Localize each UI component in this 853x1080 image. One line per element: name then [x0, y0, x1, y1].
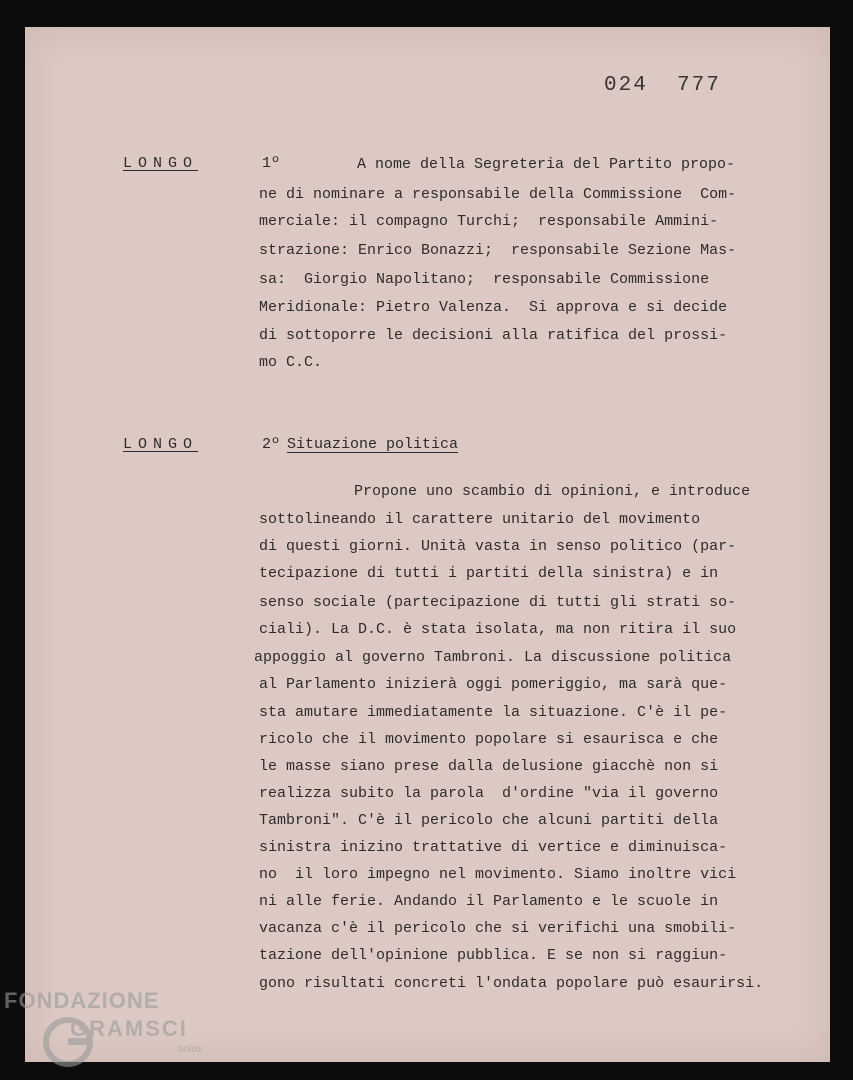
text-line: le masse siano prese dalla delusione giacchè non si: [259, 758, 719, 775]
text-line: mo C.C.: [259, 354, 323, 371]
text-line: ni alle ferie. Andando il Parlamento e le scuole in: [259, 893, 719, 910]
watermark-line3: onlus: [178, 1044, 202, 1055]
speaker-name: LONGO: [123, 436, 199, 453]
text-line: ricolo che il movimento popolare si esaurisca e che: [259, 731, 719, 748]
text-line: sottolineando il carattere unitario del movimento: [259, 511, 701, 528]
text-line: A nome della Segreteria del Partito propo-: [357, 156, 736, 173]
fondazione-gramsci-watermark: [4, 988, 224, 1078]
section-title: Situazione politica: [287, 436, 459, 453]
item-number: 1º: [262, 155, 281, 172]
item-number: 2º: [262, 436, 281, 453]
text-line: ne di nominare a responsabile della Commissione Com-: [259, 186, 737, 203]
text-line: senso sociale (partecipazione di tutti gli strati so-: [259, 594, 737, 611]
text-line: di questi giorni. Unità vasta in senso politico (par-: [259, 538, 737, 555]
text-line: appoggio al governo Tambroni. La discussione politica: [254, 649, 732, 666]
text-line: realizza subito la parola d'ordine "via il governo: [259, 785, 719, 802]
text-line: Tambroni". C'è il pericolo che alcuni partiti della: [259, 812, 719, 829]
text-line: al Parlamento inizierà oggi pomeriggio, ma sarà que-: [259, 676, 728, 693]
text-line: ciali). La D.C. è stata isolata, ma non ritira il suo: [259, 621, 737, 638]
text-line: strazione: Enrico Bonazzi; responsabile Sezione Mas-: [259, 242, 737, 259]
speaker-name: LONGO: [123, 155, 199, 172]
text-line: sa: Giorgio Napolitano; responsabile Commissione: [259, 271, 710, 288]
text-line: Meridionale: Pietro Valenza. Si approva e si decide: [259, 299, 728, 316]
text-line: gono risultati concreti l'ondata popolare può esaurirsi.: [259, 975, 764, 992]
text-line: di sottoporre le decisioni alla ratifica del prossi-: [259, 327, 728, 344]
text-line: no il loro impegno nel movimento. Siamo inoltre vici: [259, 866, 737, 883]
text-line: Propone uno scambio di opinioni, e introduce: [354, 483, 751, 500]
text-line: sinistra inizino trattative di vertice e diminuisca-: [259, 839, 728, 856]
watermark-line1: FONDAZIONE: [4, 988, 160, 1013]
text-line: vacanza c'è il pericolo che si verifichi una smobili-: [259, 920, 737, 937]
text-line: sta amutare immediatamente la situazione. C'è il pe-: [259, 704, 728, 721]
document-number: 024 777: [604, 74, 721, 97]
text-line: merciale: il compagno Turchi; responsabile Ammini-: [259, 213, 719, 230]
text-line: tazione dell'opinione pubblica. E se non si raggiun-: [259, 947, 728, 964]
text-line: tecipazione di tutti i partiti della sinistra) e in: [259, 565, 719, 582]
watermark-line2: GRAMSCI: [70, 1016, 188, 1041]
